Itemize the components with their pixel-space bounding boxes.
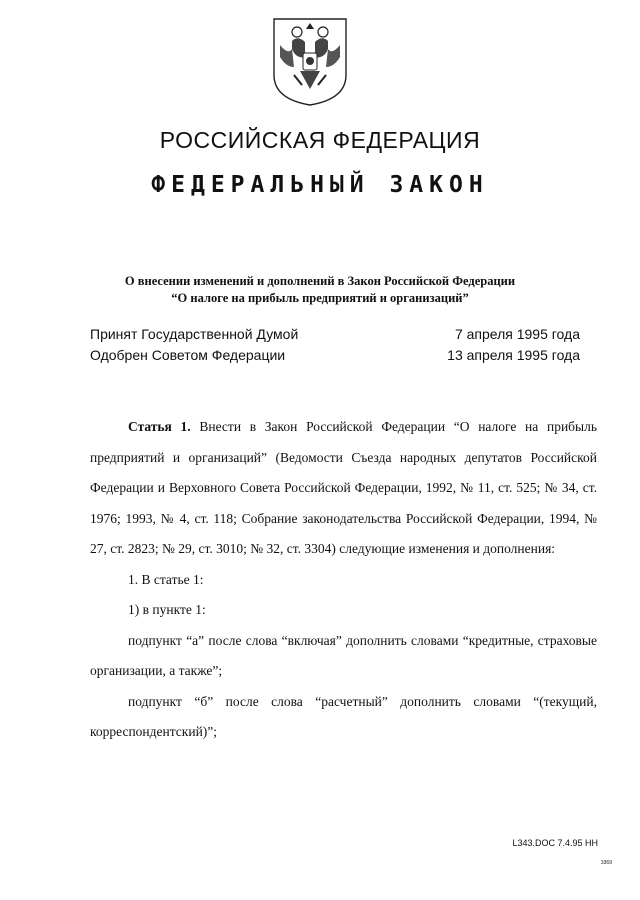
- footer-doc-ref: L343.DOC 7.4.95 НН: [512, 838, 598, 848]
- page-code: 3369: [600, 860, 612, 866]
- item-1-1: 1) в пункте 1:: [128, 602, 206, 617]
- article-paragraph: [90, 412, 597, 565]
- item-1: 1. В статье 1:: [128, 571, 204, 587]
- article-body: [90, 412, 597, 748]
- article-label: Статья 1.: [128, 419, 191, 434]
- adopted-date: 7 апреля 1995 года: [454, 326, 580, 342]
- adopted-label: Принят Государственной Думой: [90, 326, 299, 342]
- approved-label: Одобрен Советом Федерации: [90, 347, 286, 363]
- subparagraph-b: подпункт “б” после слова “расчетный” дополнить словами “(текущий, корреспондентский)”;: [90, 693, 597, 739]
- document-type-heading: ФЕДЕРАЛЬНЫЙ ЗАКОН: [151, 172, 489, 198]
- subject-line-1: О внесении изменений и дополнений в Закон Российской Федерации: [124, 274, 516, 288]
- article-text: Внести в Закон Российской Федерации “О налоге на прибыль предприятий и организаций” (Ведомости Съезда народных депутатов Российской Федерации и Верховного Совета Российской Федерации, 1992, № 11, ст. 525; № 34, ст. 1976; 1993, № 4, ст. 118; Собрание законодательства Российской Федерации, 1994, № 27, ст. 2823; № 29, ст. 3010; № 32, ст. 3304) следующие изменения и дополнения:: [90, 419, 598, 556]
- subject-line-2: “О налоге на прибыль предприятий и организаций”: [171, 291, 469, 305]
- approved-date: 13 апреля 1995 года: [447, 347, 580, 363]
- subparagraph-a: подпункт “а” после слова “включая” дополнить словами “кредитные, страховые организации, а также”;: [90, 632, 597, 678]
- law-subject: [0, 273, 640, 307]
- coat-of-arms-emblem: [270, 15, 350, 108]
- country-heading: РОССИЙСКАЯ ФЕДЕРАЦИЯ: [159, 127, 481, 153]
